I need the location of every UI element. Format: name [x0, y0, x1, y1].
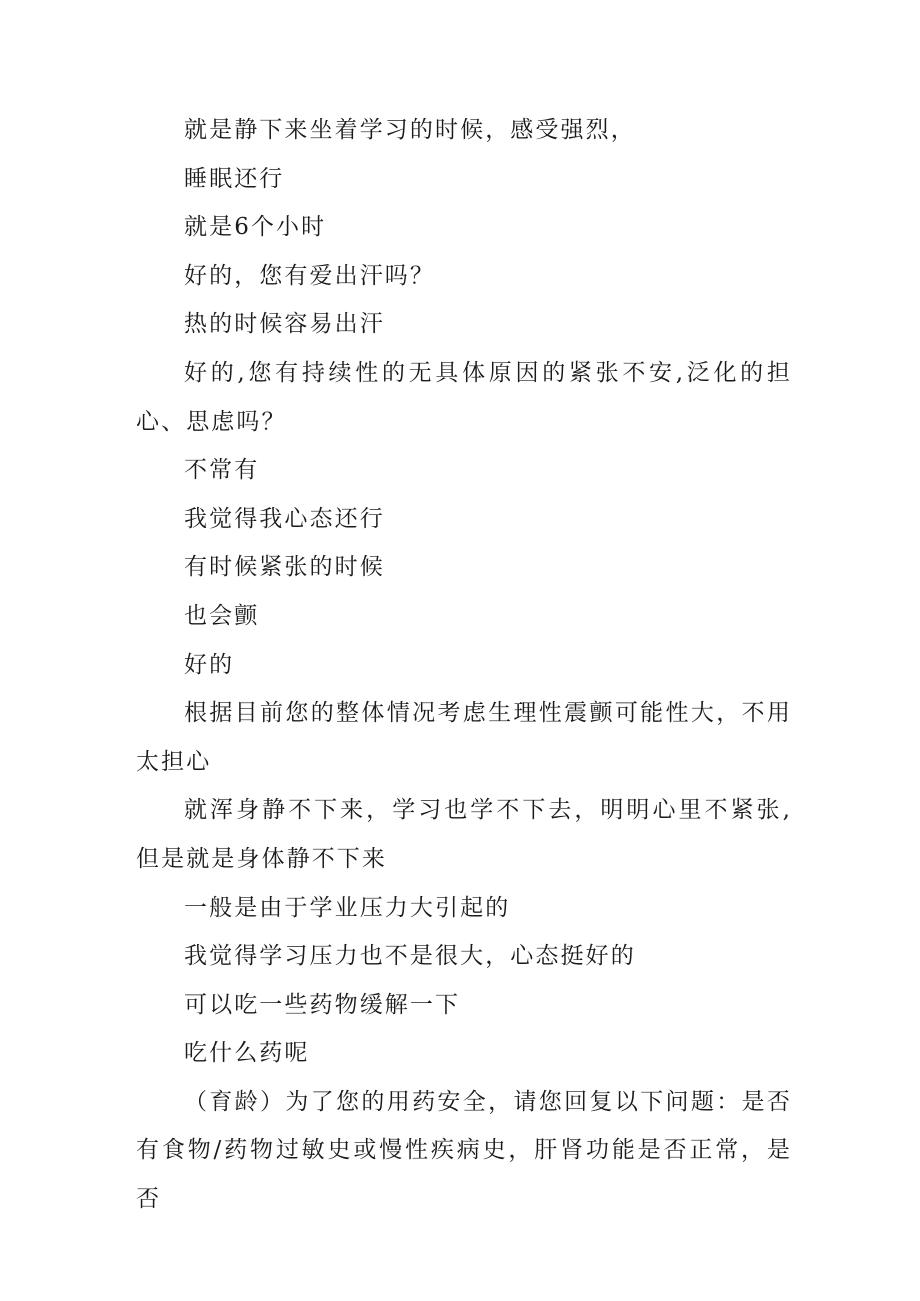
paragraph: 有时候紧张的时候 — [184, 554, 385, 581]
paragraph: 好的，您有爱出汗吗？ — [184, 262, 435, 289]
paragraph: 可以吃一些药物缓解一下 — [184, 991, 461, 1018]
paragraph: 一般是由于学业压力大引起的 — [184, 894, 511, 921]
paragraph: 就是静下来坐着学习的时候，感受强烈， — [184, 117, 636, 143]
paragraph: （育龄）为了您的用药安全，请您回复以下问题：是否有食物/药物过敏史或慢性疾病史，肝肾功能是否正常，是否 — [136, 1088, 792, 1213]
paragraph: 就是6个小时 — [184, 214, 327, 241]
document-body — [136, 106, 792, 1224]
paragraph: 不常有 — [184, 457, 260, 484]
paragraph: 就浑身静不下来，学习也学不下去，明明心里不紧张,但是就是身体静不下来 — [136, 797, 792, 872]
paragraph: 根据目前您的整体情况考虑生理性震颤可能性大，不用太担心 — [136, 700, 792, 775]
paragraph: 好的 — [184, 651, 235, 678]
paragraph: 好的,您有持续性的无具体原因的紧张不安,泛化的担心、思虑吗？ — [136, 359, 792, 435]
paragraph: 热的时候容易出汗 — [184, 311, 385, 338]
paragraph: 也会颤 — [184, 602, 260, 629]
paragraph: 睡眠还行 — [184, 165, 285, 192]
paragraph: 我觉得我心态还行 — [184, 505, 385, 532]
paragraph: 吃什么药呢 — [184, 1040, 310, 1067]
paragraph: 我觉得学习压力也不是很大，心态挺好的 — [184, 943, 636, 970]
